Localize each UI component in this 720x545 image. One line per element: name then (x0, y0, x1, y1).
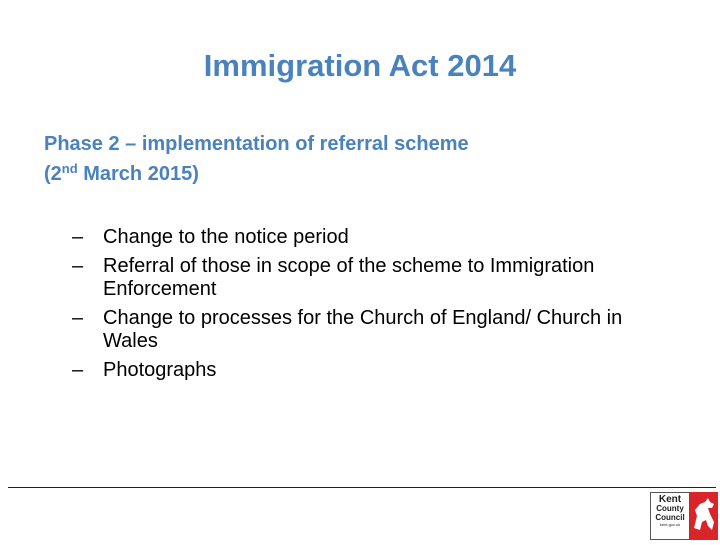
list-item (72, 307, 632, 353)
list-item (72, 255, 632, 301)
bullet-text: Change to the notice period (103, 226, 349, 248)
subheading-line-1: Phase 2 – implementation of referral scheme (44, 133, 469, 155)
bullet-text: Referral of those in scope of the scheme to Immigration Enforcement (103, 255, 595, 300)
bullet-text: Photographs (103, 359, 217, 381)
subheading-date-ordinal: nd (61, 161, 78, 176)
logo-url: kent.gov.uk (659, 522, 681, 527)
bullet-list (72, 226, 632, 388)
slide-title: Immigration Act 2014 (203, 48, 517, 83)
logo-line-1: Kent (658, 494, 682, 505)
bullet-dash: – (72, 359, 84, 381)
bullet-text: Change to processes for the Church of England/ Church in Wales (103, 307, 623, 352)
bullet-dash: – (72, 226, 84, 248)
logo-line-2: County (656, 504, 684, 513)
logo-wordmark (650, 492, 690, 540)
bullet-dash: – (72, 307, 84, 329)
white-horse-icon (690, 492, 718, 540)
footer-divider (8, 487, 716, 488)
kent-county-council-logo (650, 492, 718, 540)
list-item (72, 359, 632, 382)
subheading-date-suffix: March 2015) (77, 163, 199, 185)
slide-subheading (44, 129, 469, 189)
subheading-line-2 (44, 159, 469, 189)
list-item (72, 226, 632, 249)
logo-line-3: Council (655, 513, 685, 522)
bullet-dash: – (72, 255, 84, 277)
subheading-date-prefix: (2 (44, 163, 62, 185)
white-horse-icon-graphic (690, 492, 718, 540)
